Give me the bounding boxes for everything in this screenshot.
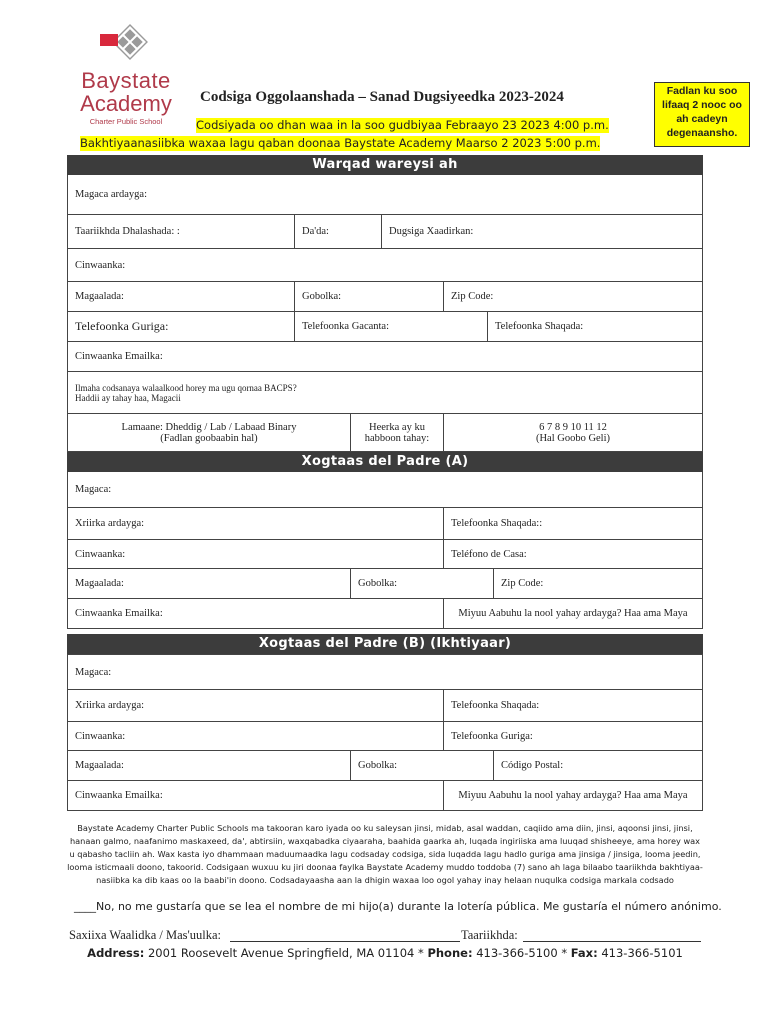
grade-label: Heerka ay ku habboon tahay: — [351, 414, 444, 451]
student-zip-field[interactable]: Zip Code: — [451, 291, 494, 302]
gender-field[interactable] — [68, 414, 351, 451]
logo-name-line1: Baystate — [81, 68, 171, 93]
parent-a-zip-field[interactable]: Zip Code: — [501, 578, 544, 589]
separator: * — [418, 946, 424, 960]
grade-options: 6 7 8 9 10 11 12 — [539, 421, 607, 433]
parent-a-name-field[interactable]: Magaca: — [75, 484, 112, 495]
parent-b-relationship-field[interactable]: Xriirka ardayga: — [68, 690, 444, 721]
mobile-phone-field[interactable]: Telefoonka Gacanta: — [295, 312, 488, 341]
residency-note: Fadlan ku soo lifaaq 2 nooc oo ah cadeyn degenaansho. — [654, 82, 750, 147]
parent-a-address-field[interactable]: Cinwaanka: — [68, 540, 444, 568]
parent-a-relationship-field[interactable]: Xriirka ardayga: — [68, 508, 444, 539]
grade-field[interactable] — [444, 414, 702, 451]
form-title: Codsiga Oggolaanshada – Sanad Dugsiyeedka 2023-2024 — [200, 89, 564, 105]
signature-line[interactable] — [230, 941, 460, 942]
parent-b-email-field[interactable]: Cinwaanka Emailka: — [68, 781, 444, 810]
student-name-field[interactable]: Magaca ardayga: — [75, 189, 147, 200]
parent-a-city-field[interactable]: Magaalada: — [68, 569, 351, 598]
parent-b-work-phone-field[interactable]: Telefoonka Shaqada: — [451, 700, 540, 711]
signature-label: Saxiixa Waalidka / Mas'uulka: — [69, 928, 222, 942]
phone-label: Phone: — [427, 946, 473, 960]
sibling-name-label: Haddii ay tahay haa, Magacii — [75, 392, 181, 403]
application-form — [67, 155, 703, 811]
school-logo — [70, 8, 180, 126]
grade-note: (Hal Goobo Geli) — [535, 432, 611, 444]
student-city-field[interactable]: Magaalada: — [68, 282, 295, 311]
section-heading-parent-a: Xogtaas del Padre (A) — [67, 452, 703, 472]
student-address-field[interactable]: Cinwaanka: — [75, 259, 126, 271]
address-label: Address: — [87, 946, 145, 960]
current-school-field[interactable]: Dugsiga Xaadirkan: — [389, 226, 474, 237]
anonymous-opt-out[interactable]: ____No, no me gustaría que se lea el nombre de mi hijo(a) durante la lotería pública. Me gustaría el número anónimo. — [74, 900, 722, 913]
address-value: 2001 Roosevelt Avenue Springfield, MA 01104 — [147, 946, 415, 960]
student-state-field[interactable]: Gobolka: — [295, 282, 444, 311]
parent-b-zip-field[interactable]: Código Postal: — [501, 760, 564, 771]
age-field[interactable]: Da'da: — [295, 215, 382, 248]
student-email-field[interactable]: Cinwaanka Emailka: — [75, 351, 163, 362]
parent-a-lives-with-field[interactable]: Miyuu Aabuhu la nool yahay ardayga? Haa ama Maya — [458, 608, 688, 619]
gender-note: (Fadlan goobaabin hal) — [160, 432, 258, 444]
fax-label: Fax: — [570, 946, 598, 960]
home-phone-field[interactable]: Telefoonka Guriga: — [68, 312, 295, 341]
parent-a-work-phone-field[interactable]: Telefoonka Shaqada:: — [451, 518, 543, 529]
parent-b-lives-with-field[interactable]: Miyuu Aabuhu la nool yahay ardayga? Haa ama Maya — [458, 790, 688, 801]
nondiscrimination-notice: Baystate Academy Charter Public Schools ma takooran karo iyada oo ku saleysan jinsi, midab, asal waddan, caqiido ama diin, jinsi, aqoonsi jinsi, jinsi, hanaan galmo, naafanimo maskaxeed, da', abtirsiin, waxqabadka ciyaaraha, baahida gaarka ah, luqada ingiriiska ama luuqad shisheeye, ama horey wax u qabasho tacliin ah. Wax kasta iyo dhammaan maduumaadka lagu codsaday codsiga, sida luqadda lagu hadlo guriga ama jinsiga / jinsiga, looma jeedin, looma isticmaali doono, takoorid. Codsigaan wuxuu ku jiri doonaa faylka Baystate Academy muddo toddoba (7) sano ah laga bilaabo taariikhda bakhtiyaa-nasiibka ka dib kaas oo la baabi'in doono. Codsadayaasha aan la dhigin waxaa loo ogol yahay inay helaan nuqulka codsiga markala codsado — [67, 823, 703, 885]
parent-b-city-field[interactable]: Magaalada: — [68, 751, 351, 780]
parent-b-state-field[interactable]: Gobolka: — [351, 751, 494, 780]
parent-b-address-field[interactable]: Cinwaanka: — [68, 722, 444, 750]
logo-subtitle: Charter Public School — [89, 117, 163, 126]
parent-a-email-field[interactable]: Cinwaanka Emailka: — [68, 599, 444, 628]
deadline-lottery: Bakhtiyaanasiibka waxaa lagu qaban doonaa Baystate Academy Maarso 2 2023 5:00 p.m. — [80, 136, 601, 150]
date-label: Taariikhda: — [461, 928, 518, 942]
section-heading-student: Warqad wareysi ah — [67, 155, 703, 175]
phone-value: 413-366-5100 — [476, 946, 558, 960]
fax-value: 413-366-5101 — [601, 946, 683, 960]
parent-b-home-phone-field[interactable]: Telefoonka Guriga: — [451, 730, 533, 742]
sibling-question: Ilmaha codsanaya walaalkood horey ma ugu qornaa BACPS? — [75, 382, 297, 393]
parent-a-state-field[interactable]: Gobolka: — [351, 569, 494, 598]
separator: * — [561, 946, 568, 960]
gender-options: Lamaane: Dheddig / Lab / Labaad Binary — [121, 421, 297, 433]
logo-name-line2: Academy — [80, 91, 172, 116]
dob-field[interactable]: Taariikhda Dhalashada: : — [68, 215, 295, 248]
work-phone-field[interactable]: Telefoonka Shaqada: — [495, 321, 584, 332]
logo-emblem-icon — [98, 12, 158, 72]
sibling-field[interactable] — [68, 372, 702, 413]
parent-b-name-field[interactable]: Magaca: — [75, 666, 112, 678]
footer-contact — [0, 946, 770, 960]
parent-a-home-phone-field[interactable]: Teléfono de Casa: — [451, 548, 527, 560]
section-heading-parent-b: Xogtaas del Padre (B) (Ikhtiyaar) — [67, 634, 703, 654]
deadline-applications: Codsiyada oo dhan waa in la soo gudbiyaa Febraayo 23 2023 4:00 p.m. — [196, 118, 609, 132]
date-line[interactable] — [523, 941, 701, 942]
